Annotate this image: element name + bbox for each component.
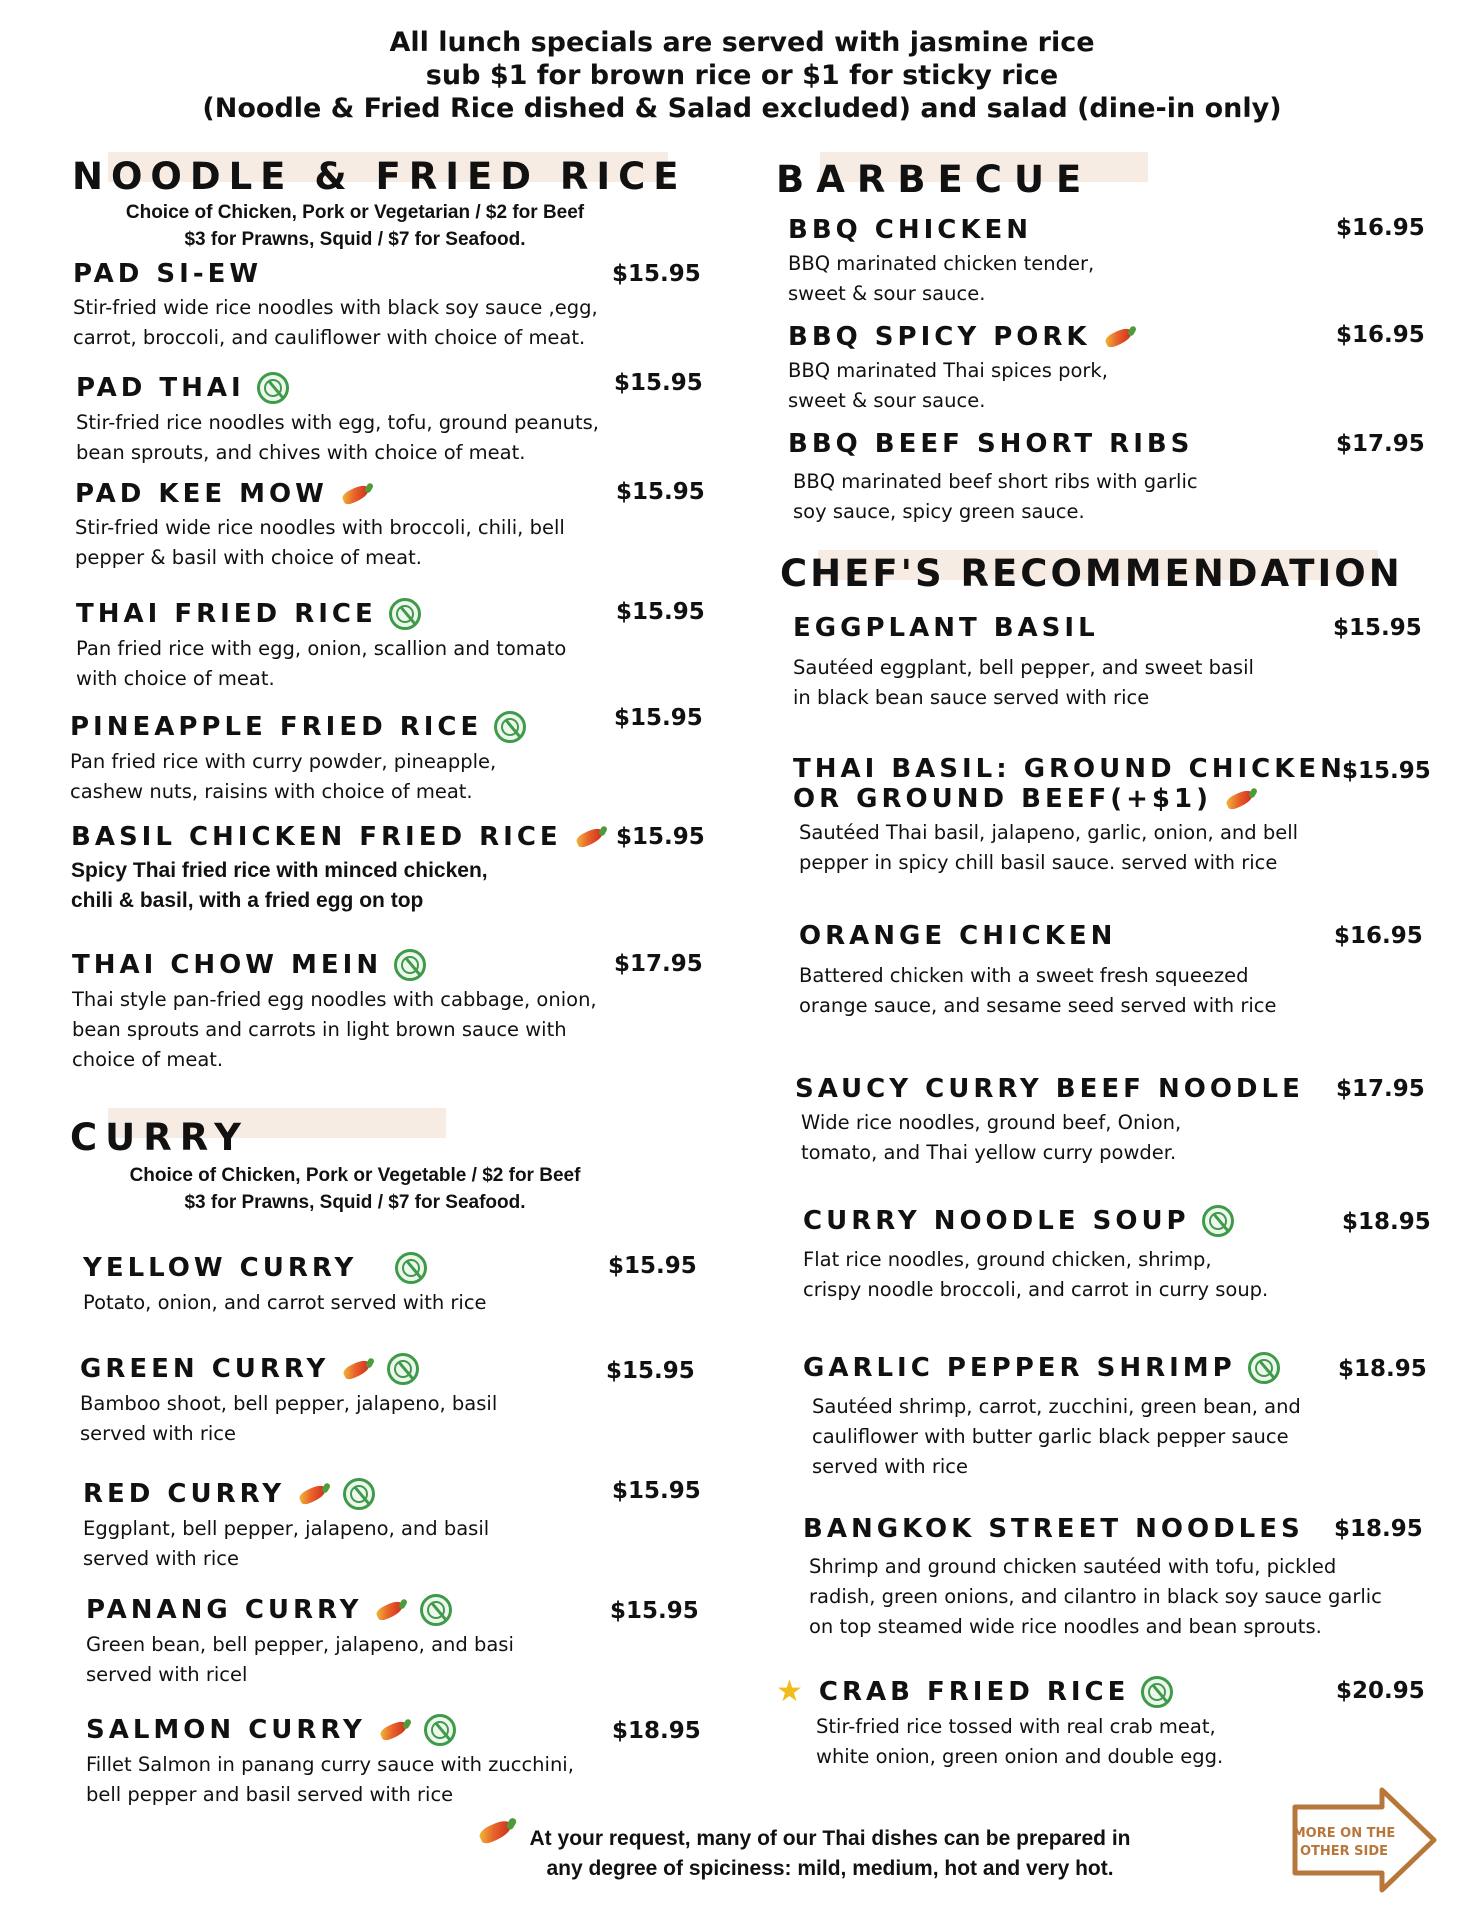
header-line-1: All lunch specials are served with jasmine rice	[389, 27, 1095, 58]
item-name: PAD SI-EW	[73, 259, 263, 289]
item-name: THAI FRIED RICE	[76, 599, 377, 629]
item-desc: Pan fried rice with egg, onion, scallion and tomato	[76, 637, 567, 660]
header-line-3: (Noodle & Fried Rice dished & Salad excluded) and salad (dine-in only)	[202, 93, 1282, 124]
item-name: PAD KEE MOW	[75, 479, 328, 509]
item-desc: Flat rice noodles, ground chicken, shrimp,	[803, 1248, 1212, 1271]
item-desc: Spicy Thai fried rice with minced chicken,	[71, 859, 488, 882]
item-desc: orange sauce, and sesame seed served with rice	[799, 994, 1277, 1017]
menu-item	[71, 822, 608, 916]
gluten-free-icon	[1248, 1352, 1280, 1384]
noodle-section-title: NOODLE & FRIED RICE	[72, 155, 687, 198]
menu-item	[793, 754, 1346, 878]
item-name: BBQ BEEF SHORT RIBS	[788, 429, 1194, 459]
item-price: $15.95	[614, 370, 703, 396]
item-desc: bean sprouts and carrots in light brown sauce with	[72, 1018, 567, 1041]
spiciness-note-line-2: any degree of spiciness: mild, medium, hot and very hot.	[546, 1857, 1114, 1880]
menu-item	[803, 1514, 1382, 1642]
gluten-free-icon	[343, 1478, 375, 1510]
item-name: RED CURRY	[83, 1479, 286, 1509]
gluten-free-icon	[395, 1252, 427, 1284]
item-desc: cashew nuts, raisins with choice of meat.	[70, 780, 473, 803]
more-label-line-1: MORE ON THE	[1292, 1826, 1396, 1841]
menu-item	[70, 711, 526, 807]
gluten-free-icon	[1202, 1205, 1234, 1237]
noodle-choice-note	[60, 199, 650, 253]
item-name: GARLIC PEPPER SHRIMP	[803, 1353, 1236, 1383]
menu-item	[788, 322, 1137, 416]
item-price: $16.95	[1334, 923, 1423, 949]
item-name: BBQ SPICY PORK	[788, 322, 1091, 352]
star-icon: ★	[776, 1674, 807, 1709]
chef-section-title: CHEF'S RECOMMENDATION	[780, 552, 1403, 595]
item-desc: Bamboo shoot, bell pepper, jalapeno, basil	[80, 1392, 498, 1415]
item-name: BANGKOK STREET NOODLES	[803, 1514, 1304, 1544]
chili-pepper-icon	[341, 1358, 375, 1380]
header-line-2: sub $1 for brown rice or $1 for sticky rice	[425, 60, 1059, 91]
item-desc: white onion, green onion and double egg.	[816, 1745, 1224, 1768]
item-price: $15.95	[616, 479, 705, 505]
menu-item	[788, 215, 1094, 309]
item-desc: Stir-fried rice noodles with egg, tofu, ground peanuts,	[76, 411, 599, 434]
bbq-section-title: BARBECUE	[776, 158, 1094, 201]
item-desc: bean sprouts, and chives with choice of meat.	[76, 441, 526, 464]
menu-item	[80, 1353, 497, 1449]
item-price: $15.95	[606, 1358, 695, 1384]
item-price: $15.95	[614, 705, 703, 731]
gluten-free-icon	[494, 711, 526, 743]
item-price: $17.95	[1336, 431, 1425, 457]
item-price: $20.95	[1336, 1678, 1425, 1704]
item-desc: on top steamed wide rice noodles and bean sprouts.	[809, 1615, 1322, 1638]
item-desc: served with ricel	[86, 1663, 248, 1686]
gluten-free-icon	[1141, 1676, 1173, 1708]
menu-item	[795, 1074, 1304, 1168]
item-price: $17.95	[614, 951, 703, 977]
item-desc: soy sauce, spicy green sauce.	[793, 500, 1085, 523]
curry-note-line-2: $3 for Prawns, Squid / $7 for Seafood.	[184, 1192, 526, 1213]
item-price: $18.95	[1342, 1209, 1431, 1235]
item-desc: choice of meat.	[72, 1048, 224, 1071]
item-desc: Green bean, bell pepper, jalapeno, and basi	[86, 1633, 514, 1656]
item-desc: Potato, onion, and carrot served with rice	[83, 1291, 487, 1314]
more-on-other-side-arrow-icon	[1290, 1785, 1440, 1895]
menu-item	[788, 429, 1198, 527]
item-price: $16.95	[1336, 322, 1425, 348]
item-name: YELLOW CURRY	[83, 1253, 358, 1283]
item-desc: pepper & basil with choice of meat.	[75, 546, 422, 569]
menu-item	[72, 949, 597, 1075]
item-desc: Stir-fried rice tossed with real crab meat,	[816, 1715, 1216, 1738]
item-desc: BBQ marinated Thai spices pork,	[788, 359, 1108, 382]
spiciness-note	[480, 1824, 1180, 1884]
gluten-free-icon	[424, 1714, 456, 1746]
item-name: GREEN CURRY	[80, 1354, 330, 1384]
item-price: $18.95	[612, 1718, 701, 1744]
item-desc: sweet & sour sauce.	[788, 389, 986, 412]
curry-section-title: CURRY	[70, 1116, 249, 1159]
item-name: EGGPLANT BASIL	[793, 613, 1099, 643]
item-price: $15.95	[610, 1598, 699, 1624]
chili-pepper-icon	[1103, 326, 1137, 348]
item-desc: sweet & sour sauce.	[788, 282, 986, 305]
item-price: $18.95	[1334, 1516, 1423, 1542]
item-desc: BBQ marinated beef short ribs with garlic	[793, 470, 1198, 493]
more-label-line-2: OTHER SIDE	[1299, 1844, 1389, 1859]
noodle-note-line-1: Choice of Chicken, Pork or Vegetarian / $2 for Beef	[125, 202, 585, 223]
item-desc: pepper in spicy chill basil sauce. served with rice	[799, 851, 1278, 874]
menu-item	[803, 1352, 1301, 1482]
item-desc: chili & basil, with a fried egg on top	[71, 889, 424, 912]
item-desc: tomato, and Thai yellow curry powder.	[801, 1141, 1177, 1164]
item-price: $15.95	[1342, 758, 1431, 784]
item-desc: Thai style pan-fried egg noodles with cabbage, onion,	[72, 988, 597, 1011]
item-desc: Sautéed shrimp, carrot, zucchini, green bean, and	[812, 1395, 1301, 1418]
item-name: SALMON CURRY	[86, 1715, 366, 1745]
item-name: PAD THAI	[76, 373, 245, 403]
item-desc: radish, green onions, and cilantro in black soy sauce garlic	[809, 1585, 1382, 1608]
item-desc: Stir-fried wide rice noodles with broccoli, chili, bell	[75, 516, 565, 539]
item-desc: crispy noodle broccoli, and carrot in curry soup.	[803, 1278, 1269, 1301]
menu-item	[803, 1205, 1268, 1305]
item-desc: Fillet Salmon in panang curry sauce with zucchini,	[86, 1753, 574, 1776]
item-desc: in black bean sauce served with rice	[793, 686, 1150, 709]
gluten-free-icon	[257, 372, 289, 404]
chili-pepper-icon	[1224, 788, 1258, 810]
item-desc: Shrimp and ground chicken sautéed with tofu, pickled	[809, 1555, 1337, 1578]
item-name: PINEAPPLE FRIED RICE	[70, 712, 483, 742]
spiciness-note-line-1: At your request, many of our Thai dishes can be prepared in	[529, 1827, 1131, 1850]
item-price: $15.95	[612, 261, 701, 287]
chili-pepper-icon	[378, 1719, 412, 1741]
item-desc: BBQ marinated chicken tender,	[788, 252, 1095, 275]
item-price: $18.95	[1338, 1356, 1427, 1382]
item-desc: with choice of meat.	[76, 667, 275, 690]
noodle-note-line-2: $3 for Prawns, Squid / $7 for Seafood.	[184, 229, 526, 250]
menu-item	[86, 1594, 514, 1690]
menu-item	[75, 479, 565, 573]
item-desc: Eggplant, bell pepper, jalapeno, and basil	[83, 1517, 490, 1540]
chili-pepper-icon	[574, 826, 608, 848]
gluten-free-icon	[387, 1353, 419, 1385]
chili-pepper-icon	[340, 483, 374, 505]
menu-item	[793, 613, 1254, 713]
menu-item	[76, 372, 599, 468]
gluten-free-icon	[420, 1594, 452, 1626]
item-price: $15.95	[612, 1478, 701, 1504]
menu-item	[776, 1676, 1223, 1772]
item-name: BBQ CHICKEN	[788, 215, 1033, 245]
item-desc: served with rice	[812, 1455, 969, 1478]
menu-item	[83, 1252, 487, 1318]
item-price: $15.95	[608, 1253, 697, 1279]
item-name: CRAB FRIED RICE	[818, 1677, 1130, 1707]
menu-item	[76, 598, 566, 694]
curry-note-line-1: Choice of Chicken, Pork or Vegetable / $2 for Beef	[129, 1165, 581, 1186]
menu-item	[73, 259, 598, 353]
item-price: $15.95	[1333, 615, 1422, 641]
lunch-special-header	[0, 26, 1484, 125]
item-name: SAUCY CURRY BEEF NOODLE	[795, 1074, 1304, 1104]
menu-item	[799, 921, 1277, 1021]
item-name-line-2: OR GROUND BEEF(+$1)	[793, 784, 1212, 814]
chili-pepper-icon	[297, 1483, 331, 1505]
item-desc: Stir-fried wide rice noodles with black soy sauce ,egg,	[73, 296, 598, 319]
item-name: PANANG CURRY	[86, 1595, 363, 1625]
item-name: BASIL CHICKEN FRIED RICE	[71, 822, 562, 852]
item-desc: Sautéed eggplant, bell pepper, and sweet basil	[793, 656, 1254, 679]
item-desc: Battered chicken with a sweet fresh squeezed	[799, 964, 1249, 987]
item-desc: Sautéed Thai basil, jalapeno, garlic, onion, and bell	[799, 821, 1299, 844]
menu-item	[86, 1714, 574, 1810]
chili-pepper-icon	[374, 1599, 408, 1621]
curry-choice-note	[60, 1162, 650, 1216]
item-desc: bell pepper and basil served with rice	[86, 1783, 454, 1806]
item-desc: Wide rice noodles, ground beef, Onion,	[801, 1111, 1182, 1134]
item-desc: cauliflower with butter garlic black pepper sauce	[812, 1425, 1289, 1448]
gluten-free-icon	[394, 949, 426, 981]
item-name: THAI BASIL: GROUND CHICKEN	[793, 754, 1346, 784]
item-desc: carrot, broccoli, and cauliflower with choice of meat.	[73, 326, 586, 349]
item-desc: Pan fried rice with curry powder, pineapple,	[70, 750, 497, 773]
item-desc: served with rice	[83, 1547, 240, 1570]
item-price: $15.95	[616, 599, 705, 625]
item-desc: served with rice	[80, 1422, 237, 1445]
item-name: CURRY NOODLE SOUP	[803, 1206, 1190, 1236]
gluten-free-icon	[389, 598, 421, 630]
menu-item	[83, 1478, 489, 1574]
item-price: $15.95	[616, 824, 705, 850]
item-price: $17.95	[1336, 1076, 1425, 1102]
item-name: THAI CHOW MEIN	[72, 950, 383, 980]
item-name: ORANGE CHICKEN	[799, 921, 1117, 951]
item-price: $16.95	[1336, 215, 1425, 241]
